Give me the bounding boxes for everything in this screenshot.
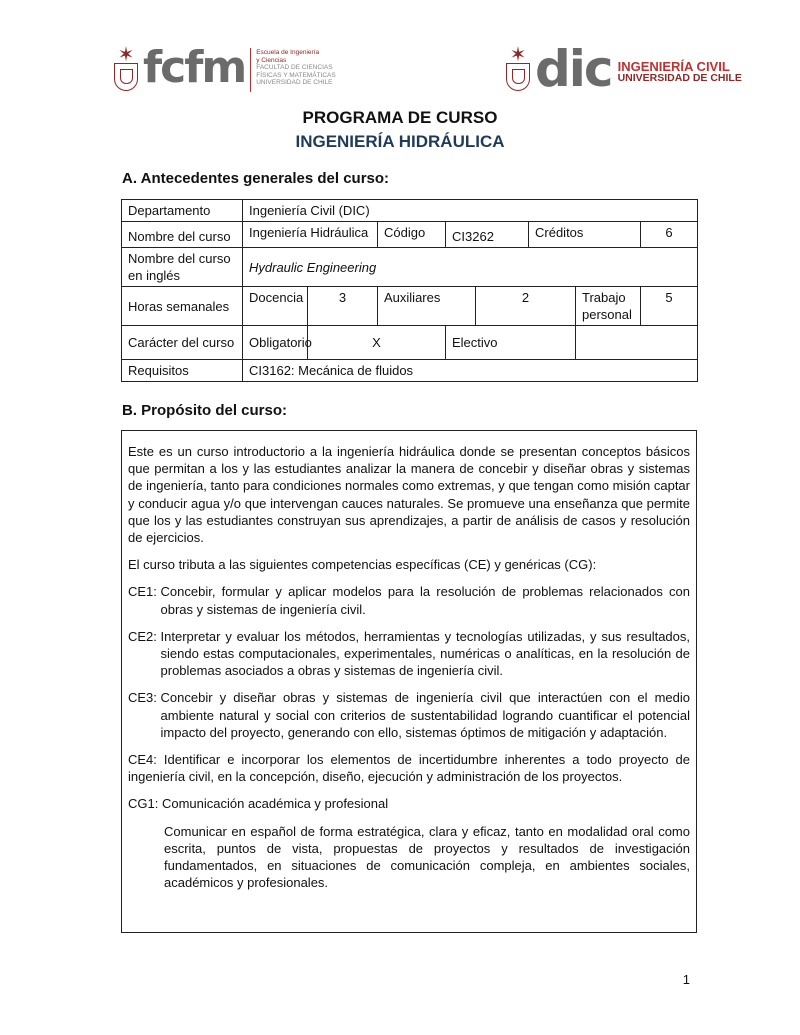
- nombre-value: Ingeniería Hidráulica: [243, 222, 378, 248]
- fcfm-wordmark: fcfm: [143, 42, 246, 93]
- page-title: PROGRAMA DE CURSO: [302, 108, 498, 127]
- table-row: [122, 200, 698, 222]
- section-b-heading: B. Propósito del curso:: [122, 402, 288, 419]
- electivo-label: Electivo: [446, 326, 576, 360]
- table-row: [122, 326, 698, 360]
- trabajo-value: 5: [641, 287, 698, 326]
- caracter-label: Carácter del curso: [122, 326, 243, 360]
- dic-logo: [505, 40, 742, 98]
- fcfm-logo: [113, 42, 336, 94]
- ingles-label: Nombre del curso en inglés: [122, 248, 243, 287]
- page-number: 1: [682, 972, 690, 987]
- requisitos-value: CI3162: Mecánica de fluidos: [243, 360, 698, 382]
- dic-wordmark: dic: [535, 40, 612, 98]
- table-row: [122, 222, 698, 248]
- logo-divider: [250, 48, 251, 92]
- purpose-intro: Este es un curso introductorio a la ingeniería hidráulica donde se presentan conceptos básicos que permitan a los y las estudiantes analizar la manera de concebir y diseñar obras y sistemas de ingeniería, tanto para condiciones normales como extremas, y que tengan como misión captar y conducir agua y/o que intervengan cauces naturales. Se promueve una enseñanza que permite que los y las estudiantes construyan sus aprendizajes, a partir de análisis de casos y resolución de ejercicios.: [128, 444, 690, 546]
- competency-ce1: [128, 583, 690, 617]
- ce1-text: Concebir, formular y aplicar modelos para la resolución de problemas relacionados con obras y sistemas de ingeniería civil.: [160, 584, 690, 617]
- departamento-label: Departamento: [122, 200, 243, 222]
- course-title: INGENIERÍA HIDRÁULICA: [295, 132, 505, 151]
- university-seal-icon: ✶: [113, 46, 139, 94]
- docencia-value: 3: [308, 287, 378, 326]
- dic-logo-text: INGENIERÍA CIVIL UNIVERSIDAD DE CHILE: [617, 59, 742, 84]
- table-row: [122, 360, 698, 382]
- requisitos-label: Requisitos: [122, 360, 243, 382]
- course-info-table: [121, 199, 698, 382]
- docencia-label: Docencia: [243, 287, 308, 326]
- auxiliares-label: Auxiliares: [378, 287, 476, 326]
- competency-ce3: [128, 689, 690, 741]
- section-a-heading: A. Antecedentes generales del curso:: [122, 170, 390, 187]
- ce3-code: CE3:: [128, 690, 161, 706]
- purpose-box: [121, 430, 697, 933]
- competencias-intro: El curso tributa a las siguientes competencias específicas (CE) y genéricas (CG):: [128, 557, 597, 573]
- departamento-value: Ingeniería Civil (DIC): [243, 200, 698, 222]
- ce2-code: CE2:: [128, 628, 161, 644]
- ce1-code: CE1:: [128, 584, 161, 600]
- obligatorio-value: X: [308, 326, 446, 360]
- auxiliares-value: 2: [476, 287, 576, 326]
- obligatorio-label: Obligatorio: [243, 326, 308, 360]
- table-row: [122, 287, 698, 326]
- cg1-text: Comunicar en español de forma estratégica, clara y eficaz, tanto en modalidad oral como escrita, puntos de vista, propuestas de proyectos y resultados de investigación fundamentados, en situaciones de comunicación compleja, en ambientes sociales, académicos y profesionales.: [164, 823, 690, 891]
- university-seal-icon: ✶: [505, 46, 531, 94]
- trabajo-label: Trabajo personal: [576, 287, 641, 326]
- codigo-value: CI3262: [446, 222, 529, 248]
- creditos-label: Créditos: [529, 222, 641, 248]
- table-row: [122, 248, 698, 287]
- horas-label: Horas semanales: [122, 287, 243, 326]
- ce3-text: Concebir y diseñar obras y sistemas de ingeniería civil que interactúen con el medio ambiente natural y social con criterios de sustentabilidad logrando cuantificar el potencial impacto del proyecto, generando con ello, sistemas óptimos de mitigación y adaptación.: [160, 690, 690, 740]
- creditos-value: 6: [641, 222, 698, 248]
- nombre-label: Nombre del curso: [122, 222, 243, 248]
- competency-ce4: CE4: Identificar e incorporar los elementos de incertidumbre inherentes a todo proyecto de ingeniería civil, en la concepción, diseño, ejecución y administración de los proyectos.: [128, 752, 690, 785]
- fcfm-logo-text: Escuela de Ingeniería y Ciencias FACULTAD DE CIENCIAS FÍSICAS Y MATEMÁTICAS UNIVERSIDAD DE CHILE: [256, 49, 336, 86]
- codigo-label: Código: [378, 222, 446, 248]
- electivo-value: [576, 326, 698, 360]
- competency-cg1: CG1: Comunicación académica y profesional: [128, 796, 389, 812]
- ingles-value: Hydraulic Engineering: [243, 248, 698, 287]
- competency-ce2: [128, 628, 690, 680]
- ce2-text: Interpretar y evaluar los métodos, herramientas y tecnologías utilizadas, y sus resultados, siendo estas computacionales, experimentales, numéricas o analíticas, en la resolución de problemas asociados a obras y sistemas de ingeniería civil.: [160, 628, 690, 679]
